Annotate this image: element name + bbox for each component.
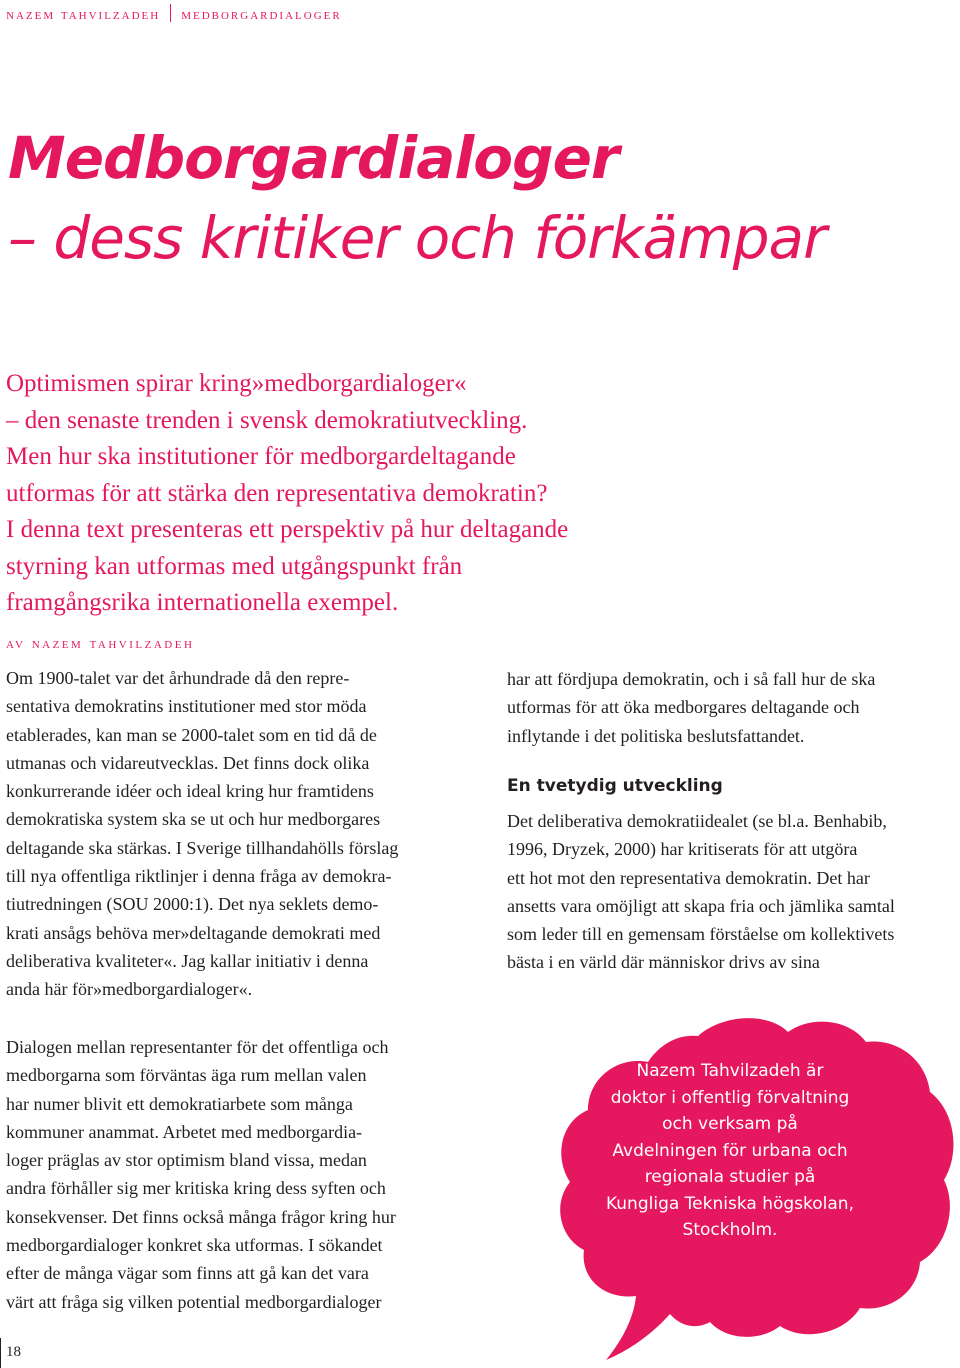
bio-line: Stockholm. — [682, 1220, 778, 1240]
body-line: efter de många vägar som finns att gå kan det vara — [6, 1263, 369, 1284]
body-line: krati ansågs behöva mer»deltagande demokrati med — [6, 922, 381, 943]
body-line: utmanas och vidareutvecklas. Det finns dock olika — [6, 752, 370, 773]
body-column-2-paragraph-1 — [507, 665, 959, 750]
body-line: deliberativa kvaliteter«. Jag kallar initiativ i denna — [6, 950, 369, 971]
body-line: deltagande ska stärkas. I Sverige tillhandahölls förslag — [6, 837, 399, 858]
body-line: till nya offentliga riktlinjer i denna fråga av demokra- — [6, 866, 392, 887]
body-line: ansetts vara omöjligt att skapa fria och jämlika samtal — [507, 895, 895, 916]
page-number-rule — [0, 1338, 1, 1368]
lead-line: Optimismen spirar kring»medborgardialoger« — [6, 370, 467, 397]
lead-line: utformas för att stärka den representativa demokratin? — [6, 479, 548, 507]
lead-line: framgångsrika internationella exempel. — [6, 589, 399, 616]
body-line: värt att fråga sig vilken potential medborgardialoger — [6, 1291, 382, 1312]
body-column-1-paragraph-1 — [6, 664, 466, 1004]
header-author: nazem tahvilzadeh — [6, 7, 161, 23]
body-line: konsekvenser. Det finns också många frågor kring hur — [6, 1206, 396, 1227]
title-line-2: – dess kritiker och förkämpar — [8, 204, 826, 272]
bio-line: doktor i offentlig förvaltning — [610, 1087, 850, 1108]
byline: av nazem tahvilzadeh — [6, 636, 195, 652]
body-line: Det deliberativa demokratiidealet (se bl.a. Benhabib, — [507, 811, 887, 831]
page-number: 18 — [6, 1344, 21, 1360]
body-line: loger präglas av stor optimism bland vissa, medan — [6, 1150, 367, 1171]
lead-line: – den senaste trenden i svensk demokratiutveckling. — [6, 406, 528, 434]
bio-line: Avdelningen för urbana och — [612, 1140, 848, 1161]
body-column-2-paragraph-2 — [507, 807, 960, 977]
lead-paragraph — [6, 366, 706, 622]
lead-line: Men hur ska institutioner för medborgardeltagande — [6, 443, 516, 470]
body-line: medborgardialoger konkret ska utformas. I sökandet — [6, 1235, 383, 1256]
header-section: medborgardialoger — [181, 7, 342, 23]
body-line: utformas för att öka medborgares deltagande och — [507, 697, 860, 718]
bio-line: regionala studier på — [644, 1167, 816, 1187]
body-line: bästa i en värld där människor drivs av sina — [507, 952, 820, 973]
article-title — [8, 118, 826, 278]
header-divider — [170, 4, 171, 22]
body-line: har att fördjupa demokratin, och i så fall hur de ska — [507, 669, 876, 689]
body-line: anda här för»medborgardialoger«. — [6, 979, 253, 1000]
body-line: 1996, Dryzek, 2000) har kritiserats för att utgöra — [507, 839, 858, 860]
body-line: demokratiska system ska se ut och hur medborgares — [6, 809, 381, 830]
body-column-1-paragraph-2 — [6, 1033, 466, 1316]
body-line: som leder till en gemensam förståelse om kollektivets — [507, 924, 895, 945]
section-subheading: En tvetydig utveckling — [507, 776, 723, 796]
body-line: sentativa demokratins institutioner med stor möda — [6, 696, 367, 717]
body-line: etablerades, kan man se 2000-talet som en tid då de — [6, 724, 377, 745]
body-line: medborgarna som förväntas äga rum mellan valen — [6, 1065, 367, 1086]
lead-line: styrning kan utformas med utgångspunkt från — [6, 552, 463, 580]
bio-line: Nazem Tahvilzadeh är — [636, 1061, 824, 1081]
bio-line: och verksam på — [662, 1114, 798, 1134]
body-line: Om 1900-talet var det århundrade då den repre- — [6, 668, 350, 688]
body-line: inflytande i det politiska beslutsfattandet. — [507, 725, 805, 746]
bio-line: Kungliga Tekniska högskolan, — [605, 1193, 854, 1214]
body-line: kommuner anammat. Arbetet med medborgardia- — [6, 1121, 363, 1142]
title-line-1: Medborgardialoger — [8, 124, 619, 192]
running-header — [6, 4, 342, 24]
body-line: har numer blivit ett demokratiarbete som många — [6, 1093, 353, 1114]
body-line: konkurrerande idéer och ideal kring hur framtidens — [6, 781, 374, 802]
body-line: ett hot mot den representativa demokratin. Det har — [507, 867, 870, 888]
author-bio — [580, 1058, 880, 1244]
body-line: andra förhåller sig mer kritiska kring dess syften och — [6, 1178, 386, 1199]
lead-line: I denna text presenteras ett perspektiv på hur deltagande — [6, 516, 569, 543]
body-line: tiutredningen (SOU 2000:1). Det nya seklets demo- — [6, 894, 379, 915]
body-line: Dialogen mellan representanter för det offentliga och — [6, 1037, 389, 1057]
